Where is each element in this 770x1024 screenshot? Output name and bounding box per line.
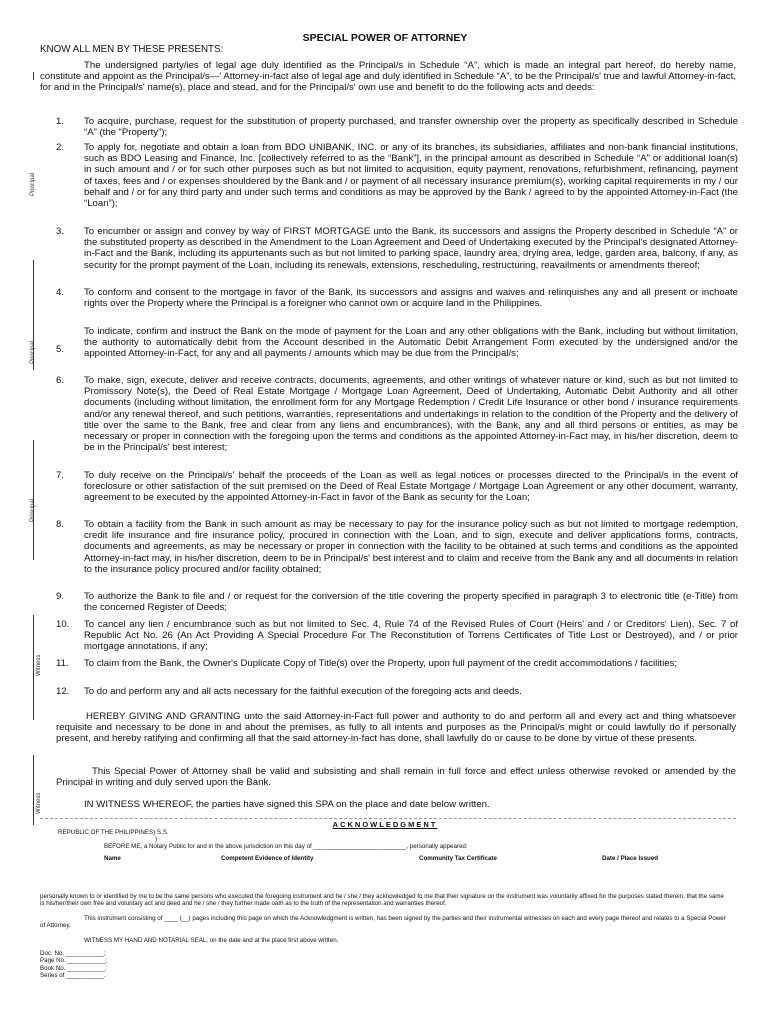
- item-text: To encumber or assign and convey by way of FIRST MORTGAGE unto the Bank, its successors and assigns the Property described in Schedule “A” or the substituted property as described in the Amendment to the Loan Agreement and Deed of Undertaking executed by the Principal's designated Attorney-in-Fact and the Bank, including its appurtenants such as but not limited to parking space, laundry area, drying area, ledge, garden area, balcony, if any, as security for the prompt payment of the Loan, including its renewals, extensions, rescheduling, restructuring, reavailments or amendments thereof;: [84, 226, 738, 271]
- know-all-heading: KNOW ALL MEN BY THESE PRESENTS:: [40, 44, 224, 55]
- item-text: To duly receive on the Principal/s' behalf the proceeds of the Loan as well as legal notices or processes directed to the Principal/s in the event of foreclosure or other satisfaction of the suit premised on the Deed of Real Estate Mortgage / Mortgage Loan Agreement or any other document, warranty, agreement to be executed by the appointed Attorney-in-Fact in favor of the Bank as security for the Loan;: [84, 470, 738, 504]
- list-item: [56, 142, 738, 209]
- item-number: 12.: [56, 686, 70, 697]
- margin-note-witness: Witness: [36, 654, 42, 676]
- item-text: To indicate, confirm and instruct the Bank on the mode of payment for the Loan and any other obligations with the Bank, including but without limitation, the authority to automatically debit from the Account described in the Automatic Debit Arrangement Form executed by the undersigned and/or the appointed Attorney-in-Fact, for any and all payments / amounts which may be due from the Principal/s;: [84, 326, 738, 360]
- item-number: 1.: [56, 116, 65, 127]
- item-number: 5.: [56, 344, 65, 355]
- item-number: 3.: [56, 226, 65, 237]
- item-number: 10.: [56, 619, 70, 630]
- margin-note-principal: Principal: [30, 340, 36, 364]
- list-item: [56, 686, 738, 697]
- item-number: 7.: [56, 470, 65, 481]
- list-item: [56, 226, 738, 271]
- item-text: To apply for, negotiate and obtain a loan from BDO UNIBANK, INC. or any of its branches, its subsidiaries, affiliates and non-bank financial institutions, such as BDO Leasing and Finance, Inc. [collectively referred to as the “Bank”], in the principal amount as described in Schedule “A” or additional loan(s) in such amount and / or for such other purposes such as but not limited to acquisition, equity payment, renovations, refurbishment, refinancing, payment of taxes, fees and / or expenses shouldered by the Bank and / or payment of all necessary insurance premium(s), working capital requirements in my / our behalf and / or for any third party and under such terms and conditions as may be approved by the Bank / agreed to by the appointed Attorney-in-Fact (the “Loan”);: [84, 142, 738, 210]
- list-item: [56, 116, 738, 138]
- col-evidence: Competent Evidence of Identity: [221, 855, 314, 862]
- list-item: [56, 658, 738, 669]
- personally-known-paragraph: personally known to or identified by me to be the same persons who executed the foregoing instrument and he / she / they acknowledged to me that their signature on the instrument was voluntarily affixed for the purposes stated therein, that the same is his/her/their own free and voluntary act and deed and he / she / they further made oath as to the truth of the representation and warranties thereof.: [40, 893, 725, 908]
- item-number: 4.: [56, 287, 65, 298]
- item-number: 2.: [56, 142, 65, 153]
- before-me-line: BEFORE ME, a Notary Public for and in the above jurisdiction on this day of ___________________________, personally appeared:: [104, 843, 468, 850]
- page-no: Page No. ___________;: [40, 957, 108, 965]
- item-text: To authorize the Bank to file and / or request for the conversion of the title covering the property specified in paragraph 3 to electronic title (e-Title) from the concerned Register of Deeds;: [84, 591, 738, 614]
- list-item: [56, 591, 738, 613]
- item-number: 11.: [56, 658, 69, 669]
- margin-line: [33, 755, 34, 825]
- item-text: To make, sign, execute, deliver and receive contracts, documents, agreements, and other writings of whatever nature or kind, such as but not limited to Promissory Note(s), the Deed of Real Estate Mortgage / Mortgage Loan Agreement, Deed of Undertaking, Automatic Debit Authority and all other documents (including without limitation, the enrollment form for any Mortgage Redemption / Credit Life Insurance or other bond / insurance requirements and/or any renewal thereof, and such petitions, warranties, representations and undertakings in relation to the condition of the Property and the delivery of title over the same to the Bank, free and clear from any liens and encumbrances), with the Bank, any and all third persons or entities, as may be necessary or proper in connection with the foregoing upon the terms and conditions as the appointed Attorney-in-Fact may, in his/her discretion, deem to be in the Principal/s' best interest;: [84, 375, 738, 454]
- margin-line: [33, 615, 34, 720]
- margin-note-principal: Principal: [30, 172, 36, 196]
- item-number: 6.: [56, 375, 65, 386]
- republic-line: REPUBLIC OF THE PHILIPPINES) S.S.: [58, 829, 169, 836]
- validity-paragraph: This Special Power of Attorney shall be valid and subsisting and shall remain in full force and effect unless otherwise revoked or amended by the Principal in writing and duly served upon the Bank.: [56, 766, 736, 789]
- list-item: [56, 519, 738, 575]
- item-number: 8.: [56, 519, 65, 530]
- hereby-paragraph: HEREBY GIVING AND GRANTING unto the said Attorney-in-Fact full power and authority to do and perform all and every act and thing whatsoever requisite and necessary to be done in and about the premises, as fully to all intents and purposes as the Principal/s might or could lawfully do if personally present, and hereby ratifying and confirming all that the said attorney-in-fact has done, shall lawfully do or cause to be done by virtue of these presents.: [56, 711, 736, 745]
- margin-line: [33, 72, 34, 80]
- item-number: 9.: [56, 591, 65, 602]
- item-text: To do and perform any and all acts necessary for the faithful execution of the foregoing acts and deeds.: [84, 686, 522, 697]
- list-item: [56, 470, 738, 504]
- item-text: To conform and consent to the mortgage in favor of the Bank, its successors and assigns and waives and relinquishes any and all present or inchoate rights over the Property where the Principal is a foreigner who cannot own or acquire land in the Philippines.: [84, 287, 738, 310]
- col-name: Name: [104, 855, 121, 862]
- book-no: Book No. ___________;: [40, 964, 107, 972]
- item-text: To claim from the Bank, the Owner's Duplicate Copy of Title(s) over the Property, upon full payment of the credit accommodations / facilities;: [84, 658, 677, 669]
- list-item: [56, 375, 738, 453]
- item-text: To acquire, purchase, request for the substitution of property purchased, and transfer ownership over the property as specifically described in Schedule “A” (the “Property”);: [84, 116, 738, 139]
- list-item: [56, 619, 738, 653]
- margin-note-principal: Principal: [30, 498, 36, 522]
- series-of: Series of ___________.: [40, 971, 106, 979]
- item-text: To cancel any lien / encumbrance such as but not limited to Sec. 4, Rule 74 of the Revised Rules of Court (Heirs' and / or Creditors' Lien), Sec. 7 of Republic Act No. 26 (An Act Providing A Special Procedure For The Reconstitution of Torrens Certificates of Title Lost or Destroyed), and / or prior mortgage annotations, if any;: [84, 619, 738, 653]
- list-item: [56, 287, 738, 309]
- document-title: SPECIAL POWER OF ATTORNEY: [302, 32, 468, 44]
- acknowledgment-title: ACKNOWLEDGMENT: [332, 820, 438, 829]
- margin-note-witness: Witness: [36, 792, 42, 814]
- consisting-paragraph: This instrument consisting of ____ (__) pages including this page on which the Acknowledgment is written, has been signed by the parties and their instrumental witnesses on each and every page thereof and relates to a Special Power of Attorney.: [40, 915, 726, 930]
- intro-paragraph: The undersigned party/ies of legal age duly identified as the Principal/s in Schedule “A”, which is made an integral part hereof, do hereby name, constitute and appoint as the Principal/s—' Attorney-in-fact also of legal age and duly identified in Schedule “A”, to be the Principal/s' true and lawful Attorney-in-fact, for and in the Principal/s' name(s), place and stead, and for the Principal/s' own use and benefit to do the following acts and deeds:: [40, 60, 736, 94]
- jurisdiction-paren: ): [155, 836, 158, 843]
- list-item: [56, 326, 738, 360]
- notarial-register: [40, 950, 107, 979]
- doc-no: Doc. No. ___________;: [40, 950, 106, 957]
- witness-hand-line: WITNESS MY HAND AND NOTARIAL SEAL, on the date and at the place first above written.: [84, 937, 339, 944]
- divider: [40, 818, 736, 819]
- col-ctc: Community Tax Certificate: [419, 855, 497, 862]
- witness-whereof: IN WITNESS WHEREOF, the parties have signed this SPA on the place and date below written.: [84, 799, 490, 810]
- item-text: To obtain a facility from the Bank in such amount as may be necessary to pay for the insurance policy such as but not limited to mortgage redemption, credit life insurance and fire insurance policy, procured in connection with the Loan, and to sign, execute and deliver applications forms, contracts, documents and agreements, as may be necessary or proper in connection with the facility to be obtained at such terms and conditions as the appointed Attorney-in-fact may, in his/her discretion, deem to be in Principal/s' best interest and to claim and receive from the Bank any and all documents in relation to the insurance policy procured and/or facility obtained;: [84, 519, 738, 575]
- col-date: Date / Place Issued: [602, 855, 659, 862]
